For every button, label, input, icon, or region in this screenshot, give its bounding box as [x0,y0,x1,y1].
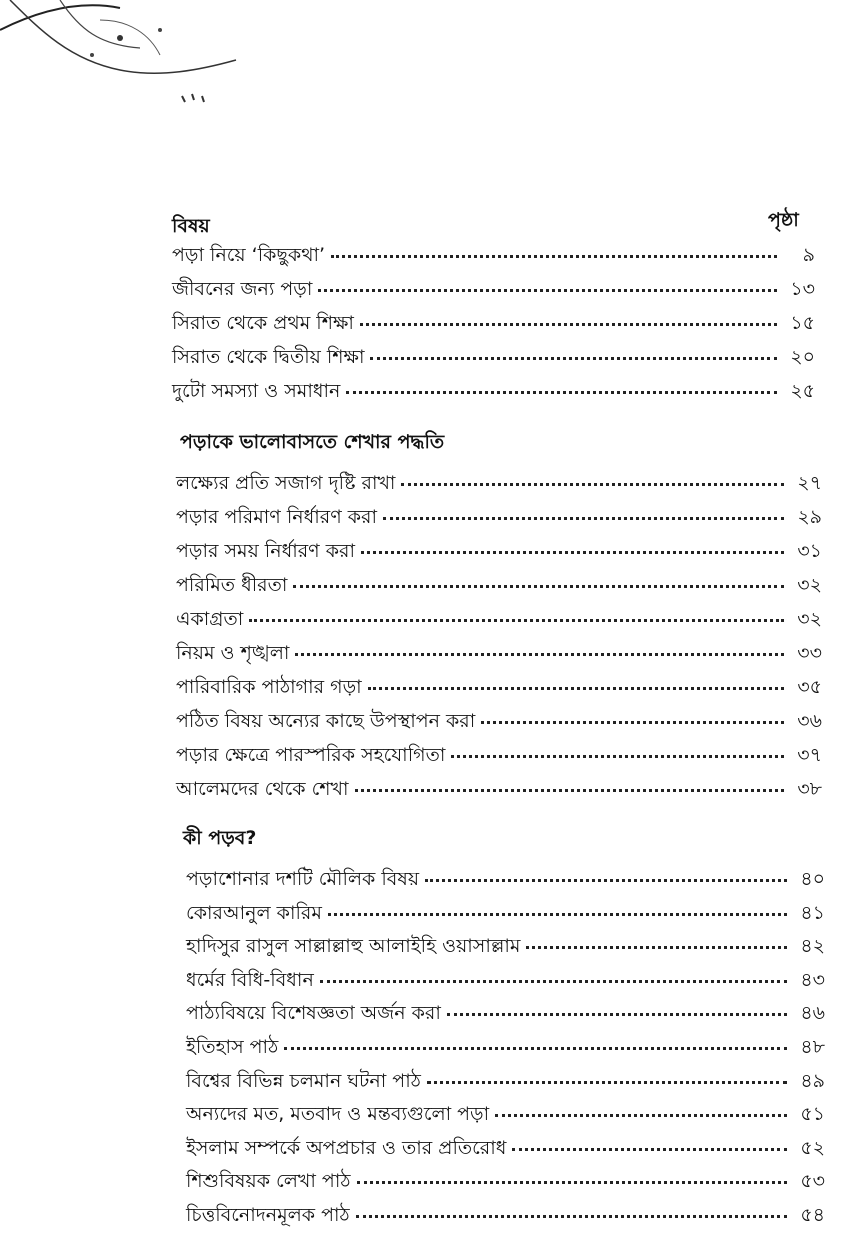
dot-leader [328,913,787,916]
dot-leader [451,755,784,758]
entry-page-number: ৪৮ [800,1036,825,1058]
dot-leader [320,980,787,983]
entry-page-number: ৪৯ [800,1069,825,1092]
entry-title: পড়া নিয়ে ‘কিছুকথা’ [172,244,326,266]
entry-page-number: ৩১ [797,540,822,562]
entry-title: জীবনের জন্য পড়া [172,278,313,300]
toc-entry [172,344,815,370]
toc-entry [186,1000,825,1026]
toc-entry [176,742,822,768]
entry-title: ধর্মের বিধি-বিধান [186,968,314,991]
dot-leader [318,289,777,292]
toc-entry [172,242,815,268]
entry-page-number: ৩৮ [797,778,822,800]
entry-page-number: ৩২ [797,608,822,630]
entry-title: ইতিহাস পাঠ [186,1036,279,1058]
dot-leader [360,323,777,326]
entry-page-number: ৪৬ [800,1002,825,1025]
toc-entry [186,1202,825,1228]
entry-page-number: ৩২ [797,574,822,596]
entry-title: পড়ার ক্ষেত্রে পারস্পরিক সহযোগিতা [176,744,446,766]
entry-title: চিত্তবিনোদনমূলক পাঠ [186,1204,350,1226]
toc-entry [176,606,822,632]
entry-page-number: ৫১ [800,1103,825,1126]
toc-entry [186,866,825,892]
dot-leader [383,517,784,520]
entry-title: সিরাত থেকে প্রথম শিক্ষা [172,312,354,334]
entry-title: আলেমদের থেকে শেখা [176,778,349,800]
toc-entry [176,572,822,598]
dot-leader [512,1148,787,1151]
dot-leader [427,1081,787,1084]
entry-page-number: ৯ [802,244,815,266]
entry-page-number: ৫২ [800,1136,825,1159]
dot-leader [495,1114,787,1117]
entry-page-number: ১৫ [790,312,815,334]
subject-header: বিষয় [172,215,210,237]
entry-page-number: ২৫ [790,380,815,402]
entry-page-number: ৩৫ [797,676,822,698]
entry-page-number: ২৭ [797,472,822,494]
toc-entry [172,276,815,302]
entry-page-number: ৩৬ [797,710,822,732]
entry-title: ইসলাম সম্পর্কে অপপ্রচার ও তার প্রতিরোধ [186,1136,507,1159]
entry-title: বিশ্বের বিভিন্ন চলমান ঘটনা পাঠ [186,1069,421,1092]
dot-leader [357,1181,788,1184]
toc-entry [186,1135,825,1161]
toc-entry [186,1068,825,1094]
entry-page-number: ১৩ [790,278,815,300]
entry-page-number: ৩৭ [797,744,822,766]
toc-entry [172,378,815,404]
toc-entry [176,776,822,802]
entry-title: হাদিসুর রাসুল সাল্লাল্লাহু আলাইহি ওয়াসাল্লাম [186,935,521,958]
entry-title: সিরাত থেকে দ্বিতীয় শিক্ষা [172,346,365,368]
toc-entry [176,674,822,700]
toc-entry [176,640,822,666]
dot-leader [368,687,784,690]
dot-leader [361,551,784,554]
entry-title: পাঠ্যবিষয়ে বিশেষজ্ঞতা অর্জন করা [186,1002,441,1025]
dot-leader [425,879,787,882]
entry-title: পরিমিত ধীরতা [176,574,288,596]
entry-page-number: ৩৩ [797,642,822,664]
dot-leader [370,357,777,360]
section-heading-what-to-read: কী পড়ব? [183,827,257,849]
entry-title: পঠিত বিষয় অন্যের কাছে উপস্থাপন করা [176,710,476,732]
entry-page-number: ২০ [790,346,815,368]
dot-leader [293,585,784,588]
toc-entry [186,967,825,993]
dot-leader [284,1047,787,1050]
entry-title: পারিবারিক পাঠাগার গড়া [176,676,362,698]
dot-leader [355,789,784,792]
dot-leader [481,721,784,724]
entry-page-number: ৫৪ [800,1204,825,1226]
toc-entry [176,504,822,530]
toc-entry [186,933,825,959]
entry-page-number: ৫৩ [800,1170,825,1193]
toc-entry [176,538,822,564]
entry-title: শিশুবিষয়ক লেখা পাঠ [186,1170,351,1193]
entry-title: নিয়ম ও শৃঙ্খলা [176,642,290,664]
entry-title: দুটো সমস্যা ও সমাধান [172,380,341,402]
section-heading-methods: পড়াকে ভালোবাসতে শেখার পদ্ধতি [180,431,445,453]
dot-leader [346,391,777,394]
entry-title: পড়াশোনার দশটি মৌলিক বিষয় [186,868,420,890]
dot-leader [526,946,787,949]
entry-title: কোরআনুল কারিম [186,901,322,924]
page-column-header: পৃষ্ঠা [768,209,799,231]
entry-title: একাগ্রতা [176,608,244,630]
entry-page-number: ৪২ [800,935,825,958]
dot-leader [356,1215,787,1218]
entry-title: লক্ষ্যের প্রতি সজাগ দৃষ্টি রাখা [176,472,396,494]
entry-page-number: ৪০ [800,868,825,890]
entry-page-number: ২৯ [797,506,822,528]
entry-title: অন্যদের মত, মতবাদ ও মন্তব্যগুলো পড়া [186,1103,490,1126]
toc-entry [176,708,822,734]
dot-leader [331,255,777,258]
entry-title: পড়ার পরিমাণ নির্ধারণ করা [176,506,378,528]
dot-leader [447,1013,787,1016]
toc-entry [172,310,815,336]
entry-page-number: ৪১ [800,901,825,924]
entry-page-number: ৪৩ [800,968,825,991]
dot-leader [295,653,784,656]
toc-entry [186,1101,825,1127]
entry-title: পড়ার সময় নির্ধারণ করা [176,540,355,562]
toc-entry [186,1034,825,1060]
toc-entry [186,1168,825,1194]
toc-entry [186,900,825,926]
dot-leader [249,619,784,622]
dot-leader [401,483,784,486]
toc-entry [176,470,822,496]
